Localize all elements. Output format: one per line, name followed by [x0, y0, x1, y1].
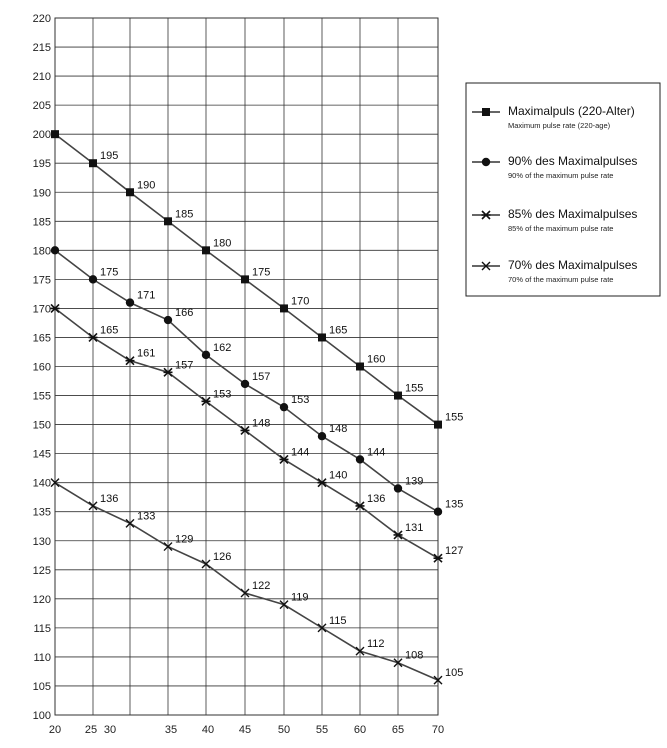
y-tick-label: 195	[32, 158, 51, 171]
data-point	[51, 130, 59, 138]
x-tick-label: 30	[103, 724, 117, 736]
y-tick-label: 165	[32, 332, 51, 345]
data-label: 161	[137, 347, 156, 360]
legend-title: 85% des Maximalpulses	[508, 207, 638, 221]
legend-subtitle: 85% of the maximum pulse rate	[508, 224, 614, 233]
data-point	[51, 246, 59, 254]
y-tick-label: 180	[32, 245, 51, 258]
y-tick-label: 210	[32, 71, 51, 84]
data-point	[89, 159, 97, 167]
x-tick-label: 55	[315, 724, 329, 736]
x-tick-label: 70	[431, 724, 445, 736]
data-point	[394, 484, 402, 492]
y-tick-label: 125	[32, 564, 51, 577]
data-label: 155	[405, 382, 424, 395]
data-label: 180	[213, 237, 232, 250]
y-tick-label: 115	[33, 622, 51, 635]
x-tick-label: 20	[48, 724, 62, 736]
data-point	[202, 351, 210, 359]
y-tick-label: 160	[32, 361, 51, 374]
data-label: 195	[100, 150, 119, 163]
data-label: 131	[405, 521, 424, 534]
data-point	[202, 246, 210, 254]
data-point	[126, 298, 134, 306]
data-point	[318, 432, 326, 440]
data-label: 157	[175, 359, 194, 372]
legend-subtitle: 90% of the maximum pulse rate	[508, 171, 614, 180]
data-label: 148	[252, 417, 271, 430]
data-label: 170	[291, 295, 310, 308]
data-label: 175	[252, 266, 271, 279]
y-tick-label: 200	[32, 129, 51, 142]
x-tick-label: 25	[84, 724, 98, 736]
data-label: 155	[445, 411, 464, 424]
data-label: 165	[100, 324, 119, 337]
series-4	[51, 479, 463, 684]
series-3	[51, 304, 464, 562]
legend-subtitle: Maximum pulse rate (220-age)	[508, 121, 611, 130]
data-label: 148	[329, 423, 348, 436]
data-point	[356, 455, 364, 463]
y-tick-label: 120	[32, 593, 51, 606]
y-tick-label: 150	[32, 419, 51, 432]
x-tick-label: 65	[391, 724, 405, 736]
data-label: 105	[445, 667, 464, 680]
y-tick-label: 220	[32, 13, 51, 25]
y-tick-label: 130	[32, 535, 51, 548]
x-tick-label: 35	[164, 724, 178, 736]
y-tick-label: 100	[32, 710, 51, 722]
data-label: 162	[213, 341, 232, 354]
data-label: 185	[175, 208, 194, 221]
y-tick-label: 170	[32, 303, 51, 316]
data-point	[126, 188, 134, 196]
x-tick-label: 60	[353, 724, 367, 736]
data-label: 129	[175, 533, 194, 546]
data-label: 140	[329, 469, 348, 482]
data-label: 126	[213, 550, 232, 563]
data-label: 144	[291, 446, 310, 459]
data-label: 166	[175, 307, 194, 320]
data-point	[318, 333, 326, 341]
y-tick-label: 205	[32, 100, 51, 113]
data-point	[164, 217, 172, 225]
data-label: 133	[137, 510, 156, 523]
y-tick-label: 175	[32, 274, 51, 287]
data-label: 136	[367, 492, 386, 505]
y-tick-label: 215	[32, 42, 51, 55]
data-label: 136	[100, 492, 119, 505]
data-point	[241, 380, 249, 388]
data-point	[356, 363, 364, 371]
legend	[466, 83, 660, 296]
data-point	[164, 316, 172, 324]
y-tick-label: 135	[32, 506, 51, 519]
data-point	[482, 108, 490, 116]
data-label: 108	[405, 649, 424, 662]
data-label: 190	[137, 179, 156, 192]
data-label: 171	[137, 289, 156, 302]
data-point	[280, 304, 288, 312]
data-point	[394, 392, 402, 400]
data-point	[280, 403, 288, 411]
data-label: 144	[367, 446, 386, 459]
data-label: 112	[367, 638, 385, 651]
data-label: 115	[329, 614, 347, 627]
data-label: 165	[329, 324, 348, 337]
series-line	[55, 483, 438, 680]
grid	[55, 18, 438, 715]
x-tick-label: 45	[238, 724, 252, 736]
data-point	[434, 421, 442, 429]
data-label: 139	[405, 475, 424, 488]
series-line	[55, 308, 438, 558]
data-label: 135	[445, 498, 464, 511]
y-tick-label: 145	[32, 448, 51, 461]
data-label: 127	[445, 545, 464, 558]
legend-title: 90% des Maximalpulses	[508, 154, 638, 168]
data-point	[241, 275, 249, 283]
data-point	[434, 508, 442, 516]
y-tick-label: 140	[32, 477, 51, 490]
data-point	[89, 275, 97, 283]
data-label: 122	[252, 580, 271, 593]
data-point	[482, 158, 490, 166]
y-tick-label: 190	[32, 187, 51, 200]
data-label: 160	[367, 353, 386, 366]
y-tick-label: 185	[32, 216, 51, 229]
data-label: 153	[213, 388, 232, 401]
legend-title: Maximalpuls (220-Alter)	[508, 104, 635, 118]
legend-subtitle: 70% of the maximum pulse rate	[508, 275, 614, 284]
legend-title: 70% des Maximalpulses	[508, 258, 638, 272]
data-label: 175	[100, 266, 119, 279]
data-label: 119	[291, 591, 309, 604]
plot-area	[51, 130, 464, 684]
series-2	[51, 246, 464, 516]
x-tick-label: 40	[201, 724, 215, 736]
data-label: 153	[291, 394, 310, 407]
y-tick-label: 110	[33, 651, 51, 664]
y-tick-label: 155	[32, 390, 51, 403]
data-label: 157	[252, 370, 271, 383]
y-tick-label: 105	[32, 680, 51, 693]
x-tick-label: 50	[277, 724, 291, 736]
